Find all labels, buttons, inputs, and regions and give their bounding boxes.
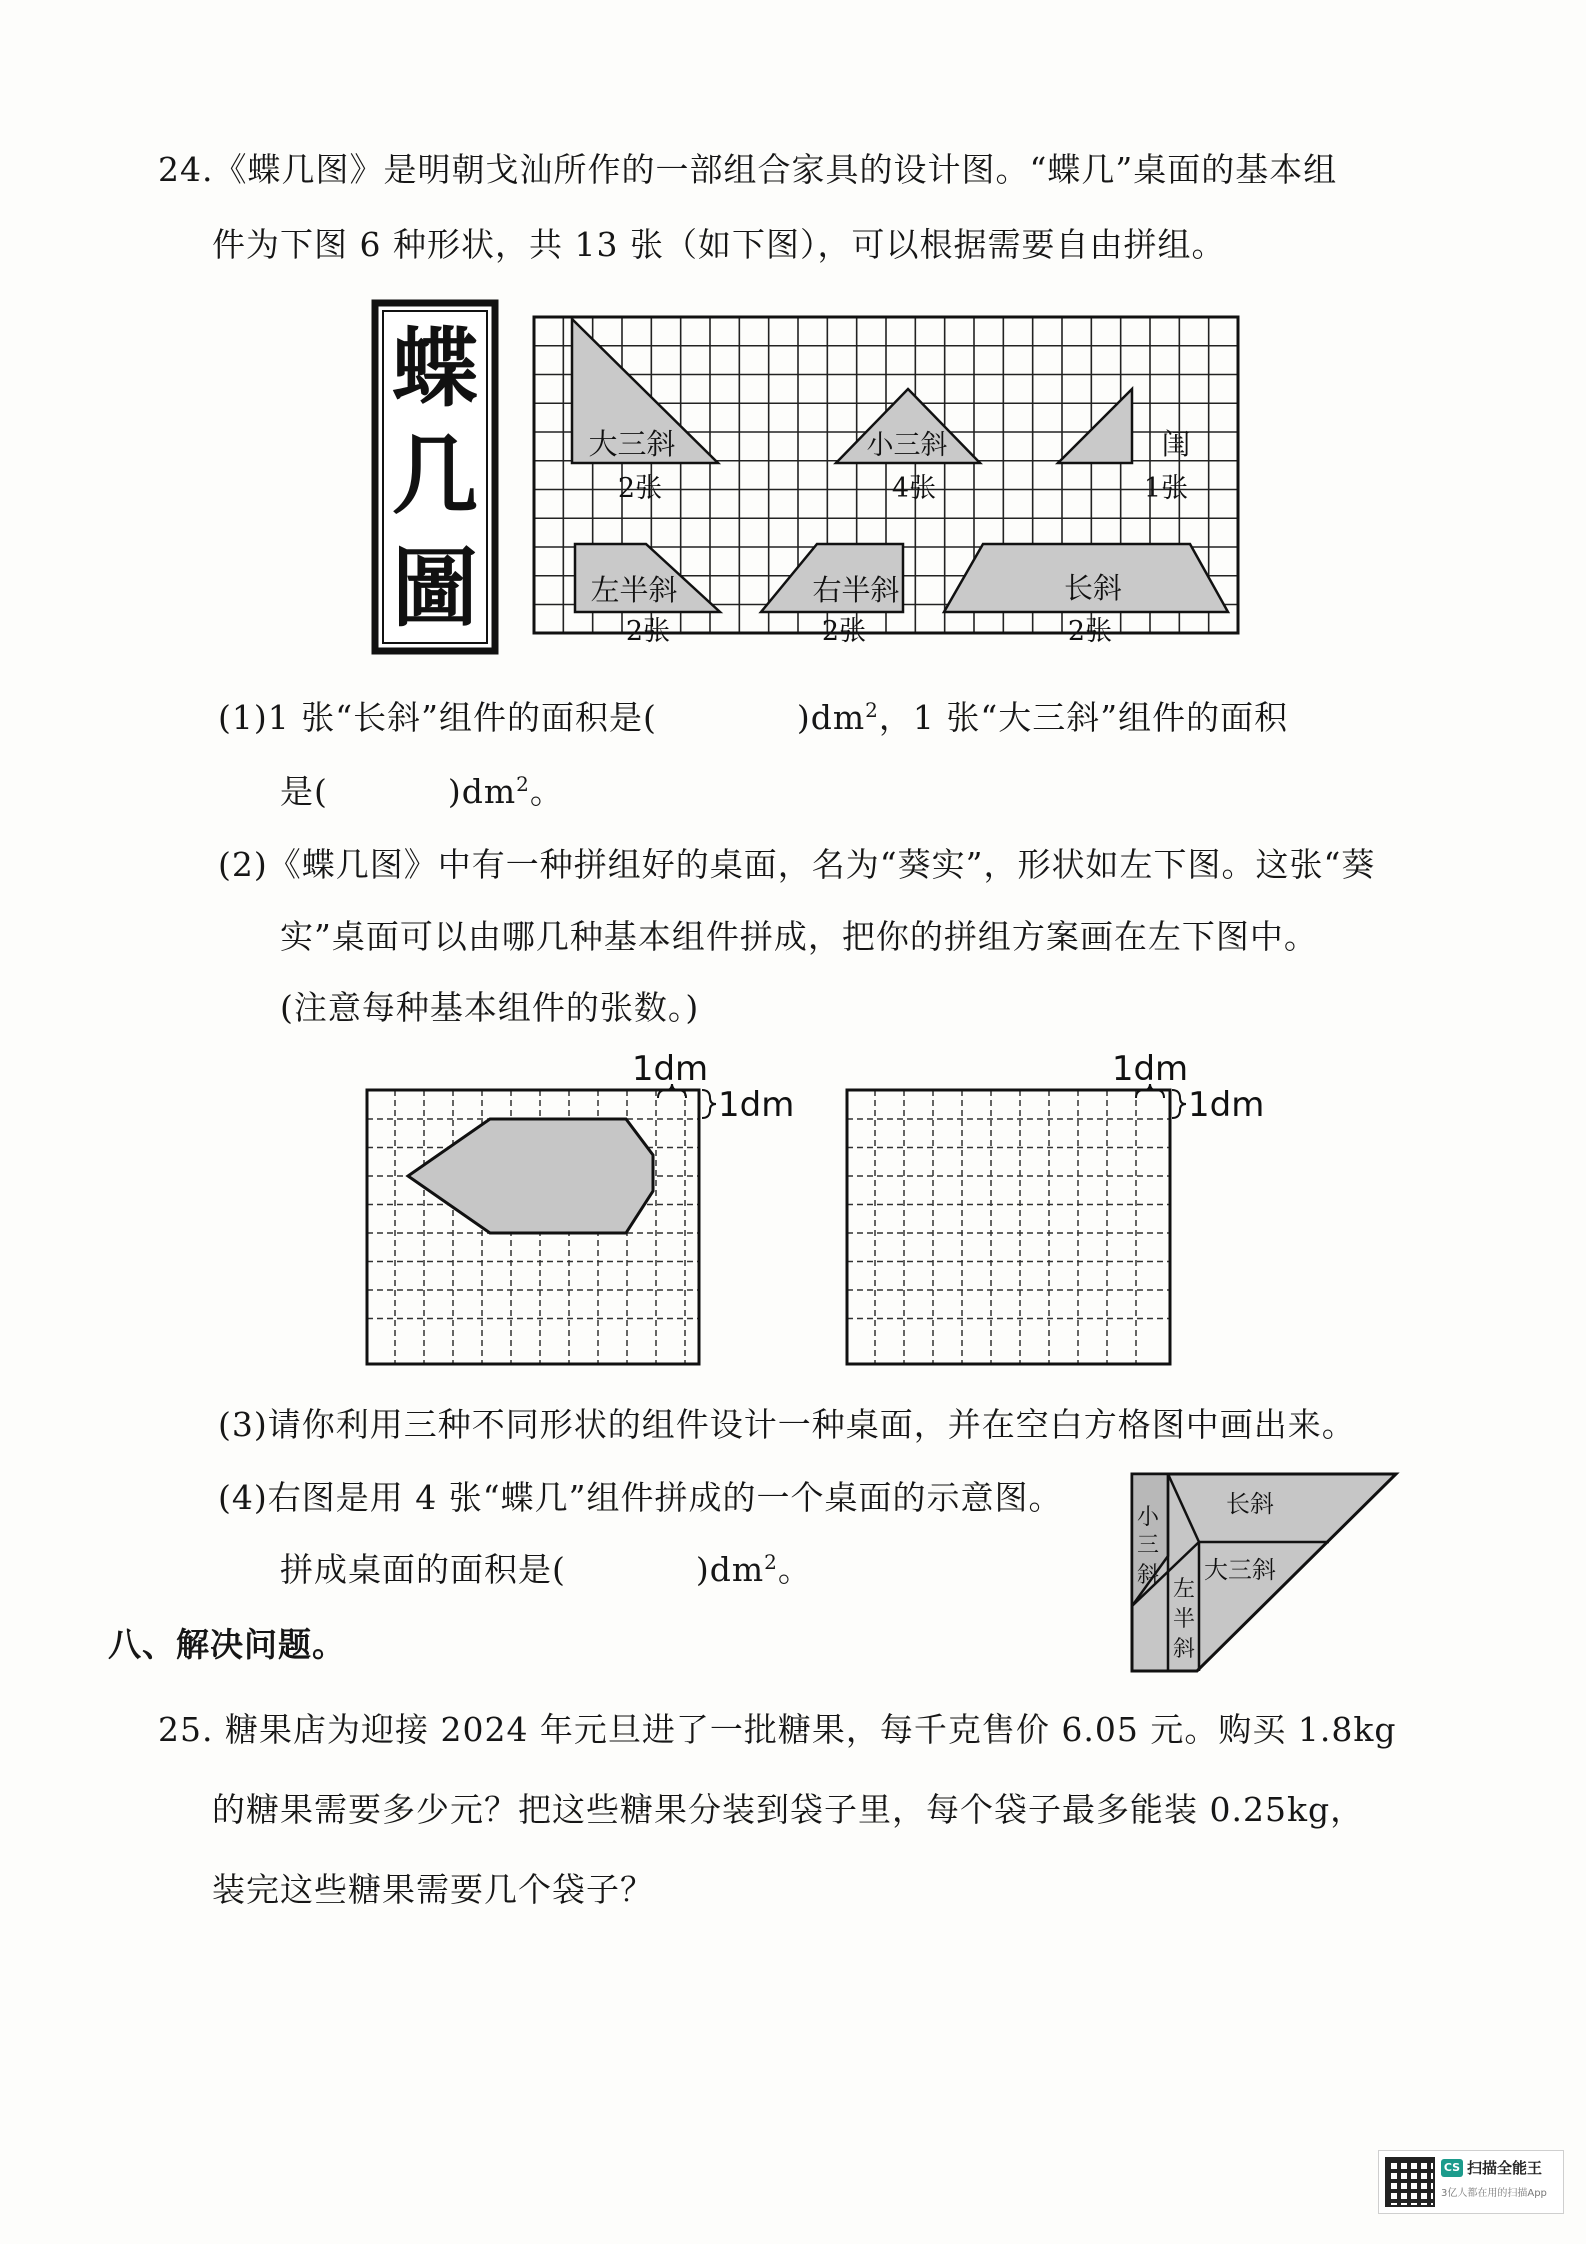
count-gui: 1张 — [1143, 473, 1189, 504]
count-xiao-san-xie: 4张 — [891, 473, 937, 504]
q24-part4-line1: (4)右图是用 4 张“蝶几”组件拼成的一个桌面的示意图。 — [218, 1478, 1063, 1517]
q25-line3: 装完这些糖果需要几个袋子？ — [212, 1870, 654, 1909]
dieji-pieces-figure — [370, 300, 1250, 660]
count-you-ban-xie: 2张 — [821, 616, 867, 647]
part4-text: 拼成桌面的面积是( — [280, 1550, 566, 1589]
fig4-left-1: 左 — [1172, 1577, 1196, 1602]
scale-height-label-right: 1dm — [1188, 1085, 1265, 1125]
part4-unit: )dm — [695, 1550, 765, 1589]
scale-width-label-right: 1dm — [1111, 1049, 1189, 1089]
q24-part1-line1 — [218, 698, 1288, 738]
camscanner-logo-icon: CS — [1441, 2159, 1463, 2177]
q24-part2-line1: (2)《蝶几图》中有一种拼组好的桌面，名为“葵实”，形状如左下图。这张“葵 — [218, 845, 1376, 884]
fig4-small-1: 小 — [1136, 1505, 1160, 1530]
fig4-long: 长斜 — [1226, 1490, 1274, 1518]
fig4-small-2: 三 — [1136, 1533, 1160, 1558]
label-zuo-ban-xie: 左半斜 — [590, 573, 678, 607]
piece-gui — [1058, 389, 1132, 463]
section-heading-8: 八、解决问题。 — [108, 1625, 346, 1664]
left-grid — [367, 1090, 699, 1364]
calligraphy-char-2: 几 — [392, 425, 478, 526]
fig4-big: 大三斜 — [1204, 1556, 1276, 1584]
label-xiao-san-xie: 小三斜 — [866, 430, 948, 461]
kuishi-grid-figure — [350, 1050, 1310, 1380]
part1-text-a: (1)1 张“长斜”组件的面积是( — [218, 698, 657, 737]
q24-part2-line2: 实”桌面可以由哪几种基本组件拼成，把你的拼组方案画在左下图中。 — [280, 917, 1318, 956]
kuishi-hexagon — [408, 1119, 653, 1233]
part1-unit-a: )dm — [796, 698, 866, 737]
part1-text-b: ，1 张“大三斜”组件的面积 — [878, 698, 1289, 737]
count-chang-xie: 2张 — [1067, 616, 1113, 647]
right-grid[interactable] — [847, 1090, 1170, 1364]
scanner-tagline: 3亿人都在用的扫描App — [1441, 2188, 1547, 2199]
label-chang-xie: 长斜 — [1063, 571, 1123, 605]
label-da-san-xie: 大三斜 — [588, 427, 676, 461]
q24-part4-line2 — [280, 1550, 812, 1590]
four-piece-table-figure — [1128, 1466, 1404, 1676]
part1-text-c: 是( — [280, 772, 328, 811]
count-zuo-ban-xie: 2张 — [625, 616, 671, 647]
part1-sq-a: 2 — [865, 698, 879, 722]
fig4-small-3: 斜 — [1136, 1563, 1160, 1588]
q25-line2: 的糖果需要多少元？把这些糖果分装到袋子里，每个袋子最多能装 0.25kg， — [212, 1790, 1365, 1829]
part1-unit-b: )dm — [447, 772, 517, 811]
q24-part2-line3: (注意每种基本组件的张数。) — [280, 988, 700, 1027]
part4-end: 。 — [777, 1550, 812, 1589]
q24-part3: (3)请你利用三种不同形状的组件设计一种桌面，并在空白方格图中画出来。 — [218, 1405, 1356, 1444]
count-da-san-xie: 2张 — [617, 473, 663, 504]
scale-height-label-left: 1dm — [718, 1085, 795, 1125]
q24-line2: 件为下图 6 种形状，共 13 张（如下图），可以根据需要自由拼组。 — [212, 225, 1226, 264]
right-scale — [1112, 1049, 1265, 1125]
q24-part1-line2 — [280, 772, 564, 812]
scanner-watermark — [1378, 2150, 1564, 2214]
q25-line1: 25. 糖果店为迎接 2024 年元旦进了一批糖果，每千克售价 6.05 元。购买 1.8kg — [158, 1710, 1397, 1749]
part1-end: 。 — [529, 772, 564, 811]
label-you-ban-xie: 右半斜 — [812, 573, 900, 607]
part4-sq: 2 — [764, 1550, 778, 1574]
calligraphy-char-1: 蝶 — [392, 318, 478, 419]
qr-code-icon — [1385, 2157, 1435, 2207]
fig4-left-2: 半 — [1172, 1607, 1196, 1632]
q24-line1: 24.《蝶几图》是明朝戈汕所作的一部组合家具的设计图。“蝶几”桌面的基本组 — [158, 150, 1338, 189]
part1-sq-b: 2 — [516, 772, 530, 796]
calligraphy-char-3: 圖 — [392, 538, 478, 639]
label-gui: 闺 — [1161, 427, 1191, 461]
fig4-left-3: 斜 — [1172, 1637, 1196, 1662]
scale-width-label-left: 1dm — [631, 1049, 709, 1089]
scanner-app-name: 扫描全能王 — [1467, 2159, 1543, 2177]
